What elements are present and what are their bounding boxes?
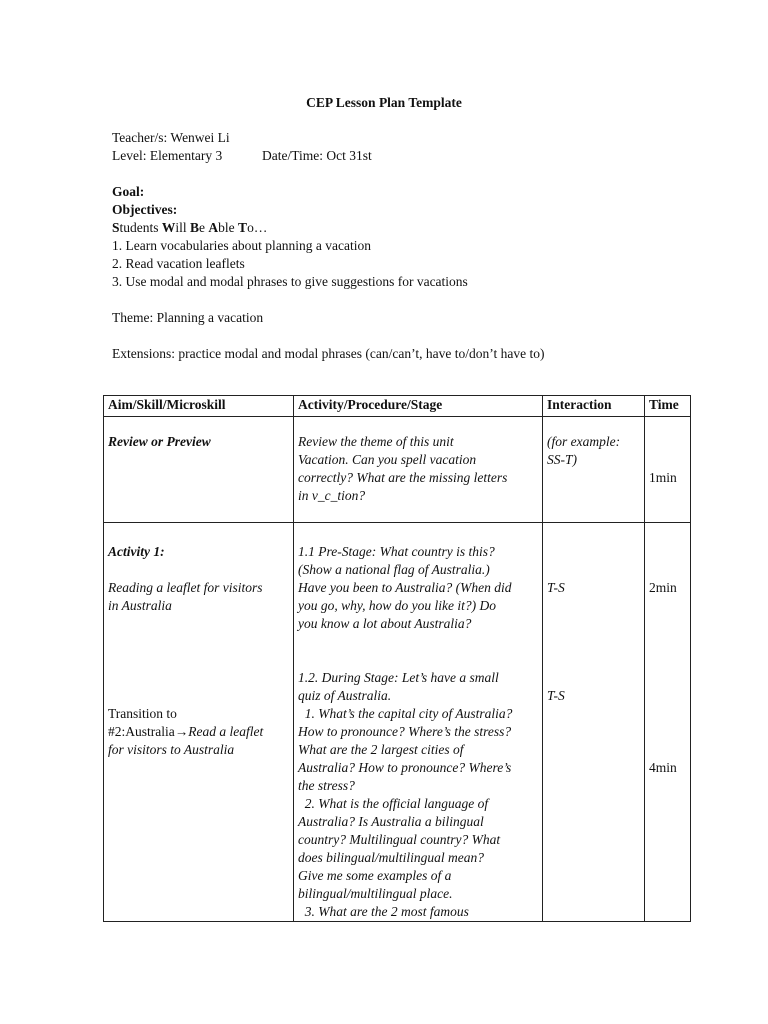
goal-label: Goal: (112, 184, 145, 199)
during-stage-line: How to pronounce? Where’s the stress? (298, 724, 512, 739)
spacer (547, 669, 640, 687)
activity-line: Review the theme of this unit (298, 434, 454, 449)
swbat-part2: ill (175, 220, 191, 235)
theme-line: Theme: Planning a vacation (112, 310, 264, 325)
swbat-line (112, 219, 267, 237)
spacer (649, 687, 686, 705)
interaction-during: T-S (547, 688, 565, 703)
during-stage-line: Australia? Is Australia a bilingual (298, 814, 484, 829)
swbat-w: W (161, 220, 176, 235)
pre-stage-line: (Show a national flag of Australia.) (298, 562, 490, 577)
cell-activity (294, 523, 543, 922)
time-pre: 2min (649, 580, 677, 595)
spacer (108, 687, 289, 705)
spacer (649, 615, 686, 633)
spacer (649, 669, 686, 687)
header-time: Time (645, 396, 691, 417)
during-stage-line: 2. What is the official language of (298, 796, 489, 811)
activity-line: in v_c_tion? (298, 488, 366, 503)
cell-time (645, 523, 691, 922)
header-activity: Activity/Procedure/Stage (294, 396, 543, 417)
spacer (649, 723, 686, 741)
swbat-t: T (238, 220, 248, 235)
objective-item: 1. Learn vocabularies about planning a vacation (112, 238, 372, 253)
during-stage-line: the stress? (298, 778, 355, 793)
spacer (649, 597, 686, 615)
table-row (104, 523, 691, 922)
objective-item: 3. Use modal and modal phrases to give suggestions for vacations (112, 274, 468, 289)
interaction-line: SS-T) (547, 452, 577, 467)
spacer (649, 651, 686, 669)
extensions-line: Extensions: practice modal and modal phrases (can/can’t, have to/don’t have to) (112, 346, 545, 361)
spacer (547, 615, 640, 633)
aim-desc-line: Reading a leaflet for visitors (108, 580, 263, 595)
interaction-pre: T-S (547, 580, 565, 595)
swbat-a: A (208, 220, 219, 235)
cell-interaction (543, 523, 645, 922)
swbat-part3: e (199, 220, 209, 235)
pre-stage-line: Have you been to Australia? (When did (298, 580, 512, 595)
transition-line (108, 723, 289, 741)
pre-stage-line: you know a lot about Australia? (298, 616, 472, 631)
during-stage-line: bilingual/multilingual place. (298, 886, 453, 901)
during-stage-line: Australia? How to pronounce? Where’s (298, 760, 512, 775)
during-stage-line: What are the 2 largest cities of (298, 742, 464, 757)
spacer (108, 615, 289, 633)
cell-activity (294, 417, 543, 523)
swbat-b: B (190, 220, 200, 235)
during-stage-line: 1. What’s the capital city of Australia? (298, 706, 513, 721)
during-stage-line: country? Multilingual country? What (298, 832, 501, 847)
aim-desc-line: in Australia (108, 598, 172, 613)
cell-aim (104, 417, 294, 523)
pre-stage-line: 1.1 Pre-Stage: What country is this? (298, 544, 495, 559)
spacer (108, 669, 289, 687)
swbat-part1: tudents (119, 220, 162, 235)
objective-item: 2. Read vacation leaflets (112, 256, 245, 271)
spacer (649, 633, 686, 651)
activity-title: Activity 1: (108, 544, 165, 559)
document-title: CEP Lesson Plan Template (306, 95, 462, 110)
during-stage-line: does bilingual/multilingual mean? (298, 850, 484, 865)
table-header-row (104, 396, 691, 417)
transition-line: Transition to (108, 706, 177, 721)
level-line: Level: Elementary 3 (112, 148, 223, 163)
header-interaction: Interaction (543, 396, 645, 417)
during-stage-line: 3. What are the 2 most famous (298, 904, 469, 919)
swbat-part4: ble (218, 220, 239, 235)
lesson-plan-table (103, 395, 691, 922)
time-during: 4min (649, 760, 677, 775)
right-arrow-icon: → (174, 724, 189, 739)
spacer (547, 633, 640, 651)
time-value: 1min (649, 470, 677, 485)
transition-line: for visitors to Australia (108, 742, 235, 757)
interaction-line: (for example: (547, 434, 621, 449)
activity-line: correctly? What are the missing letters (298, 470, 508, 485)
transition-desc: Read a leaflet (188, 724, 264, 739)
datetime-line: Date/Time: Oct 31st (262, 148, 372, 163)
table-row (104, 417, 691, 523)
teacher-line: Teacher/s: Wenwei Li (112, 130, 230, 145)
aim-review-preview: Review or Preview (108, 434, 211, 449)
spacer (298, 651, 538, 669)
cell-aim (104, 523, 294, 922)
spacer (108, 633, 289, 651)
objectives-label: Objectives: (112, 202, 178, 217)
spacer (649, 741, 686, 759)
during-stage-line: quiz of Australia. (298, 688, 392, 703)
header-aim: Aim/Skill/Microskill (104, 396, 294, 417)
during-stage-line: Give me some examples of a (298, 868, 452, 883)
swbat-part5: o… (247, 220, 268, 235)
spacer (547, 651, 640, 669)
swbat-s: S (112, 220, 120, 235)
spacer (298, 633, 538, 651)
spacer (108, 561, 289, 579)
spacer (547, 597, 640, 615)
cell-interaction (543, 417, 645, 523)
spacer (649, 705, 686, 723)
cell-time (645, 417, 691, 523)
activity-line: Vacation. Can you spell vacation (298, 452, 477, 467)
spacer (108, 651, 289, 669)
pre-stage-line: you go, why, how do you like it?) Do (298, 598, 496, 613)
transition-target: #2:Australia (108, 724, 175, 739)
during-stage-line: 1.2. During Stage: Let’s have a small (298, 670, 499, 685)
